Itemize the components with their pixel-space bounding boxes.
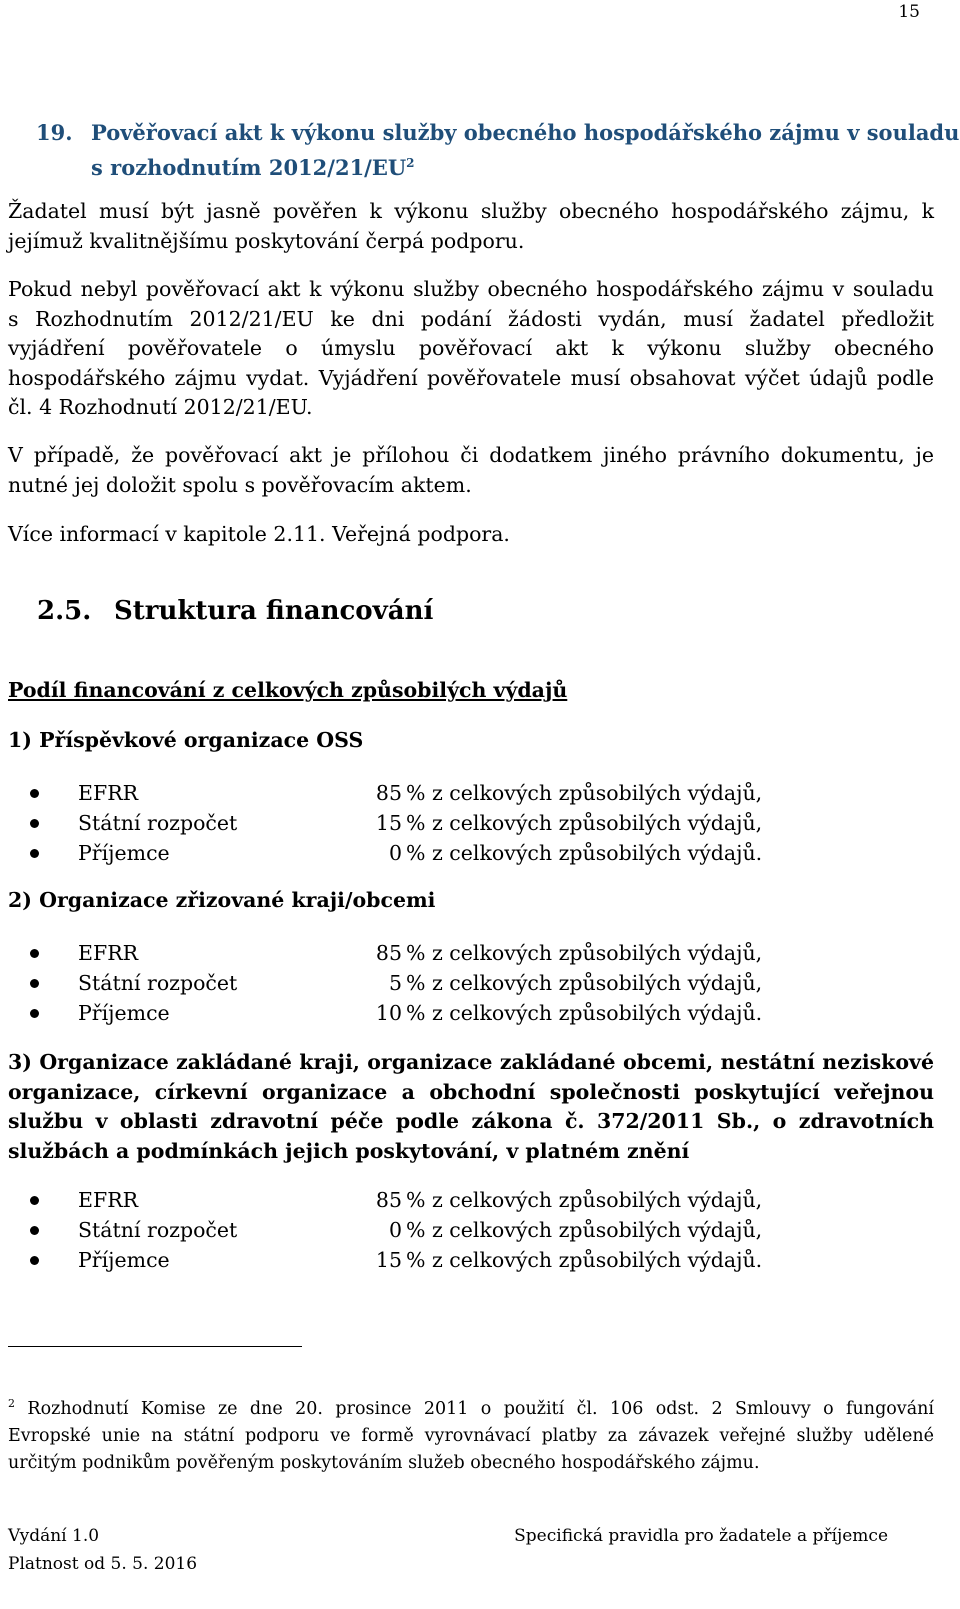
list-item <box>30 998 810 1028</box>
paragraph-line: čl. 4 Rozhodnutí 2012/21/EU. <box>8 395 313 419</box>
item-percent: 0 <box>388 841 402 865</box>
item-label: Státní rozpočet <box>78 1218 238 1242</box>
item-description: % z celkových způsobilých výdajů, <box>406 1188 763 1212</box>
title-line: službách a podmínkách jejich poskytování, v platném znění <box>8 1138 690 1163</box>
footer-left <box>8 1522 197 1578</box>
paragraph-line: Žadatel musí být jasně pověřen k výkonu služby obecného hospodářského zájmu, k <box>8 199 934 223</box>
group-1-list <box>30 778 810 868</box>
footnote-mark: 2 <box>8 1397 15 1410</box>
paragraph-statement <box>8 275 934 423</box>
item-label: Příjemce <box>78 841 170 865</box>
footnote <box>8 1390 934 1477</box>
item-percent: 5 <box>388 971 402 995</box>
list-item <box>30 838 810 868</box>
bullet-icon <box>30 1009 39 1018</box>
footnote-line <box>8 1390 934 1423</box>
list-item <box>30 1245 810 1275</box>
item-label: Státní rozpočet <box>78 811 238 835</box>
item-description: % z celkových způsobilých výdajů. <box>406 1001 763 1025</box>
group-3-list <box>30 1185 810 1275</box>
footer-document-title: Specifická pravidla pro žadatele a příjemce <box>514 1526 888 1546</box>
paragraph-line: Více informací v kapitole 2.11. Veřejná podpora. <box>8 522 510 546</box>
item-label: Příjemce <box>78 1001 170 1025</box>
list-item <box>30 808 810 838</box>
footnote-reference: 2 <box>406 156 415 170</box>
section-number: 2.5. <box>37 596 92 626</box>
paragraph-line: jejímuž kvalitnějšímu poskytování čerpá podporu. <box>8 228 525 253</box>
list-item <box>30 1215 810 1245</box>
heading-number: 19. <box>36 120 73 145</box>
bullet-icon <box>30 789 39 798</box>
chapter-19-heading <box>36 118 959 183</box>
item-percent: 15 <box>375 1248 402 1272</box>
bullet-icon <box>30 1226 39 1235</box>
group-3-title <box>8 1048 934 1166</box>
paragraph-more-info <box>8 520 934 550</box>
item-label: Příjemce <box>78 1248 170 1272</box>
footnote-line: určitým podnikům pověřeným poskytováním služeb obecného hospodářského zájmu. <box>8 1452 760 1473</box>
item-percent: 15 <box>375 811 402 835</box>
list-item <box>30 778 810 808</box>
title-line: organizace, církevní organizace a obchodní společnosti poskytující veřejnou <box>8 1079 934 1104</box>
financing-share-heading: Podíl financování z celkových způsobilých výdajů <box>8 678 568 702</box>
heading-line-1: Pověřovací akt k výkonu služby obecného hospodářského zájmu v souladu <box>91 120 960 145</box>
bullet-icon <box>30 979 39 988</box>
group-2-list <box>30 938 810 1028</box>
item-percent: 85 <box>375 1188 402 1212</box>
footer-edition: Vydání 1.0 <box>8 1526 100 1546</box>
footnote-separator <box>8 1346 302 1347</box>
paragraph-line: vyjádření pověřovatele o úmyslu pověřovací akt k výkonu služby obecného <box>8 336 934 360</box>
item-percent: 0 <box>388 1218 402 1242</box>
paragraph-line: hospodářského zájmu vydat. Vyjádření pověřovatele musí obsahovat výčet údajů podle <box>8 365 934 390</box>
list-item <box>30 968 810 998</box>
bullet-icon <box>30 819 39 828</box>
footer-valid-from: Platnost od 5. 5. 2016 <box>8 1554 198 1574</box>
bullet-icon <box>30 1256 39 1265</box>
title-line: službu v oblasti zdravotní péče podle zákona č. 372/2011 Sb., o zdravotních <box>8 1109 934 1133</box>
paragraph-entrustment <box>8 197 934 256</box>
list-item <box>30 938 810 968</box>
item-percent: 85 <box>375 941 402 965</box>
item-description: % z celkových způsobilých výdajů. <box>406 1248 763 1272</box>
paragraph-line: nutné jej doložit spolu s pověřovacím aktem. <box>8 472 472 497</box>
paragraph-line: s Rozhodnutím 2012/21/EU ke dni podání žádosti vydán, musí žadatel předložit <box>8 306 934 331</box>
bullet-icon <box>30 1196 39 1205</box>
bullet-icon <box>30 849 39 858</box>
item-description: % z celkových způsobilých výdajů, <box>406 1218 763 1242</box>
list-item <box>30 1185 810 1215</box>
item-label: EFRR <box>78 1188 139 1212</box>
paragraph-line: Pokud nebyl pověřovací akt k výkonu služby obecného hospodářského zájmu v souladu <box>8 277 934 301</box>
footnote-line: Evropské unie na státní podporu ve formě vyrovnávací platby za závazek veřejné služby udělené <box>8 1425 934 1446</box>
page-number: 15 <box>898 2 920 22</box>
paragraph-annex <box>8 441 934 500</box>
bullet-icon <box>30 949 39 958</box>
item-description: % z celkových způsobilých výdajů, <box>406 781 763 805</box>
item-label: EFRR <box>78 781 139 805</box>
footnote-text: Rozhodnutí Komise ze dne 20. prosince 2011 o použití čl. 106 odst. 2 Smlouvy o fungování <box>15 1398 934 1419</box>
heading-line-2: s rozhodnutím 2012/21/EU <box>91 155 407 180</box>
paragraph-line: V případě, že pověřovací akt je přílohou či dodatkem jiného právního dokumentu, je <box>8 443 934 467</box>
item-label: Státní rozpočet <box>78 971 238 995</box>
item-label: EFRR <box>78 941 139 965</box>
item-description: % z celkových způsobilých výdajů, <box>406 971 763 995</box>
item-description: % z celkových způsobilých výdajů. <box>406 841 763 865</box>
item-description: % z celkových způsobilých výdajů, <box>406 941 763 965</box>
item-percent: 85 <box>375 781 402 805</box>
item-description: % z celkových způsobilých výdajů, <box>406 811 763 835</box>
section-title: Struktura financování <box>114 596 434 626</box>
group-2-title: 2) Organizace zřizované kraji/obcemi <box>8 888 436 912</box>
section-heading <box>37 596 433 626</box>
title-line: 3) Organizace zakládané kraji, organizace zakládané obcemi, nestátní neziskové <box>8 1050 934 1074</box>
item-percent: 10 <box>375 1001 402 1025</box>
group-1-title: 1) Příspěvkové organizace OSS <box>8 728 364 752</box>
